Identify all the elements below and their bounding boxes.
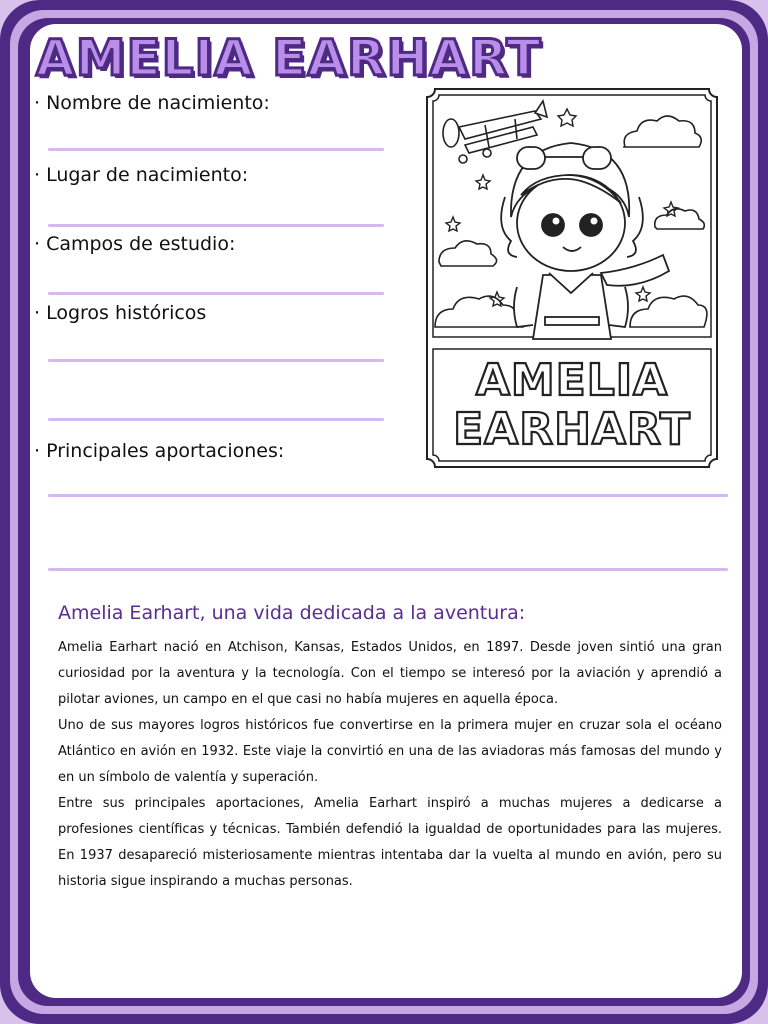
biography-paragraph-3: Entre sus principales aportaciones, Amelia Earhart inspiró a muchas mujeres a dedicarse a profesiones científicas y técnicas. También defendió la igualdad de oportunidades para las mujeres. En 1937 desapareció misteriosamente mientras intentaba dar la vuelta al mundo en avión, pero su historia sigue inspirando a muchas personas.: [58, 796, 722, 889]
achievements-label: · Logros históricos: [34, 302, 207, 324]
biography-paragraph-1: Amelia Earhart nació en Atchison, Kansas, Estados Unidos, en 1897. Desde joven sintió una gran curiosidad por la aventura y la tecnología. Con el tiempo se interesó por la aviación y aprendió a pilotar aviones, un campo en el que casi no había mujeres en aquella época.: [58, 640, 722, 707]
contributions-write-line-2: [48, 568, 728, 571]
birth-place-label: · Lugar de nacimiento:: [34, 164, 249, 186]
achievements-write-line-1: [48, 359, 384, 362]
birth-name-write-line: [48, 148, 384, 151]
birth-place-write-line: [48, 224, 384, 227]
achievements-write-line-2: [48, 418, 384, 421]
birth-name-label: · Nombre de nacimiento:: [34, 92, 270, 114]
portrait-card: [425, 87, 719, 469]
card-name-line-1: AMELIA: [475, 355, 669, 406]
biography-text: [58, 635, 722, 895]
contributions-label: · Principales aportaciones:: [34, 440, 285, 462]
page-title: AMELIA EARHART: [36, 29, 542, 87]
card-name-line-2: EARHART: [453, 404, 691, 455]
biography-paragraph-2: Uno de sus mayores logros históricos fue convertirse en la primera mujer en cruzar sola el océano Atlántico en avión en 1932. Este viaje la convirtió en una de las aviadoras más famosas del mundo y en un símbolo de valentía y superación.: [58, 718, 722, 785]
fields-of-study-label: · Campos de estudio:: [34, 233, 236, 255]
contributions-write-line-1: [48, 494, 728, 497]
fields-of-study-write-line: [48, 292, 384, 295]
biography-heading: Amelia Earhart, una vida dedicada a la aventura:: [58, 602, 526, 624]
